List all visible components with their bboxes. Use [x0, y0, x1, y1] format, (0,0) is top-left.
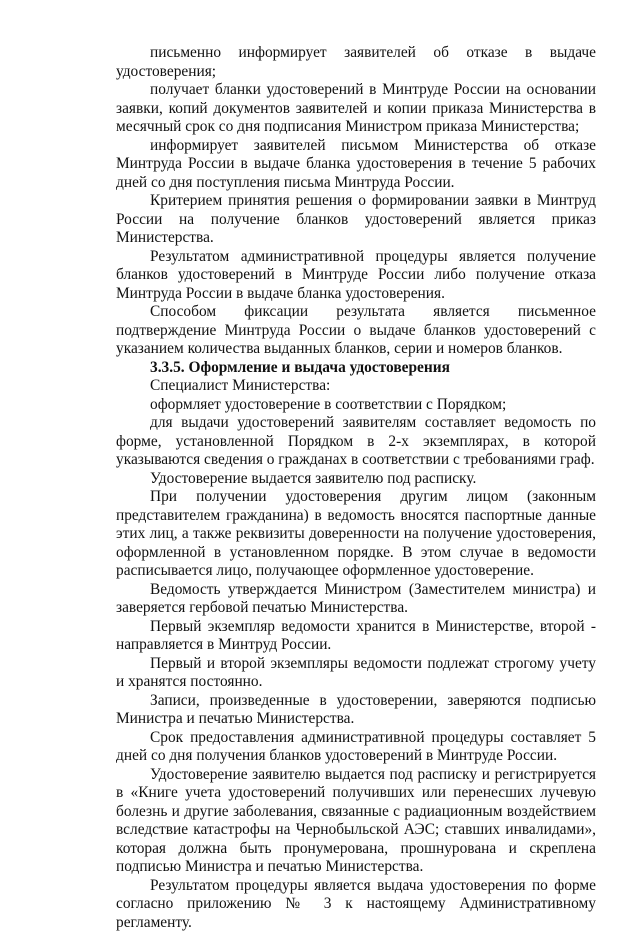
paragraph: информирует заявителей письмом Министерства об отказе Минтруда России в выдаче бланка удостоверения в течение 5 рабочих дней со дня поступления письма Минтруда России. [116, 137, 596, 193]
paragraph: Способом фиксации результата является письменное подтверждение Минтруда России о выдаче бланков удостоверений с указанием количества выданных бланков, серии и номеров бланков. [116, 303, 596, 359]
paragraph: получает бланки удостоверений в Минтруде России на основании заявки, копий документов заявителей и копии приказа Министерства в месячный срок со дня подписания Министром приказа Министерства; [116, 81, 596, 137]
paragraph: Срок предоставления административной процедуры составляет 5 дней со дня получения бланков удостоверений в Минтруде России. [116, 729, 596, 766]
paragraph: Удостоверение выдается заявителю под расписку. [116, 470, 596, 489]
paragraph: оформляет удостоверение в соответствии с Порядком; [116, 396, 596, 415]
paragraph: Результатом процедуры является выдача удостоверения по форме согласно приложению № 3 к настоящему Административному регламенту. [116, 877, 596, 932]
paragraph: Специалист Министерства: [116, 377, 596, 396]
paragraph: Удостоверение заявителю выдается под расписку и регистрируется в «Книге учета удостоверений получивших или перенесших лучевую болезнь и другие заболевания, связанные с радиационным воздействием вследствие катастрофы на Чернобыльской АЭС; ставших инвалидами», которая должна быть пронумерована, прошнурована и скреплена подписью Министра и печатью Министерства. [116, 766, 596, 877]
paragraph: письменно информирует заявителей об отказе в выдаче удостоверения; [116, 44, 596, 81]
paragraph: Критерием принятия решения о формировании заявки в Минтруд России на получение бланков удостоверений является приказ Министерства. [116, 192, 596, 248]
section-heading: 3.3.5. Оформление и выдача удостоверения [116, 359, 596, 378]
paragraph: Первый и второй экземпляры ведомости подлежат строгому учету и хранятся постоянно. [116, 655, 596, 692]
paragraph: Результатом административной процедуры является получение бланков удостоверений в Минтруде России либо получение отказа Минтруда России в выдаче бланка удостоверения. [116, 248, 596, 304]
paragraph: Записи, произведенные в удостоверении, заверяются подписью Министра и печатью Министерства. [116, 692, 596, 729]
paragraph: для выдачи удостоверений заявителям составляет ведомость по форме, установленной Порядком в 2-х экземплярах, в которой указываются сведения о гражданах в соответствии с требованиями граф. [116, 414, 596, 470]
paragraph: При получении удостоверения другим лицом (законным представителем гражданина) в ведомость вносятся паспортные данные этих лиц, а также реквизиты доверенности на получение удостоверения, оформленной в установленном порядке. В этом случае в ведомости расписывается лицо, получающее оформленное удостоверение. [116, 488, 596, 581]
paragraph: Ведомость утверждается Министром (Заместителем министра) и заверяется гербовой печатью Министерства. [116, 581, 596, 618]
paragraph: Первый экземпляр ведомости хранится в Министерстве, второй - направляется в Минтруд России. [116, 618, 596, 655]
